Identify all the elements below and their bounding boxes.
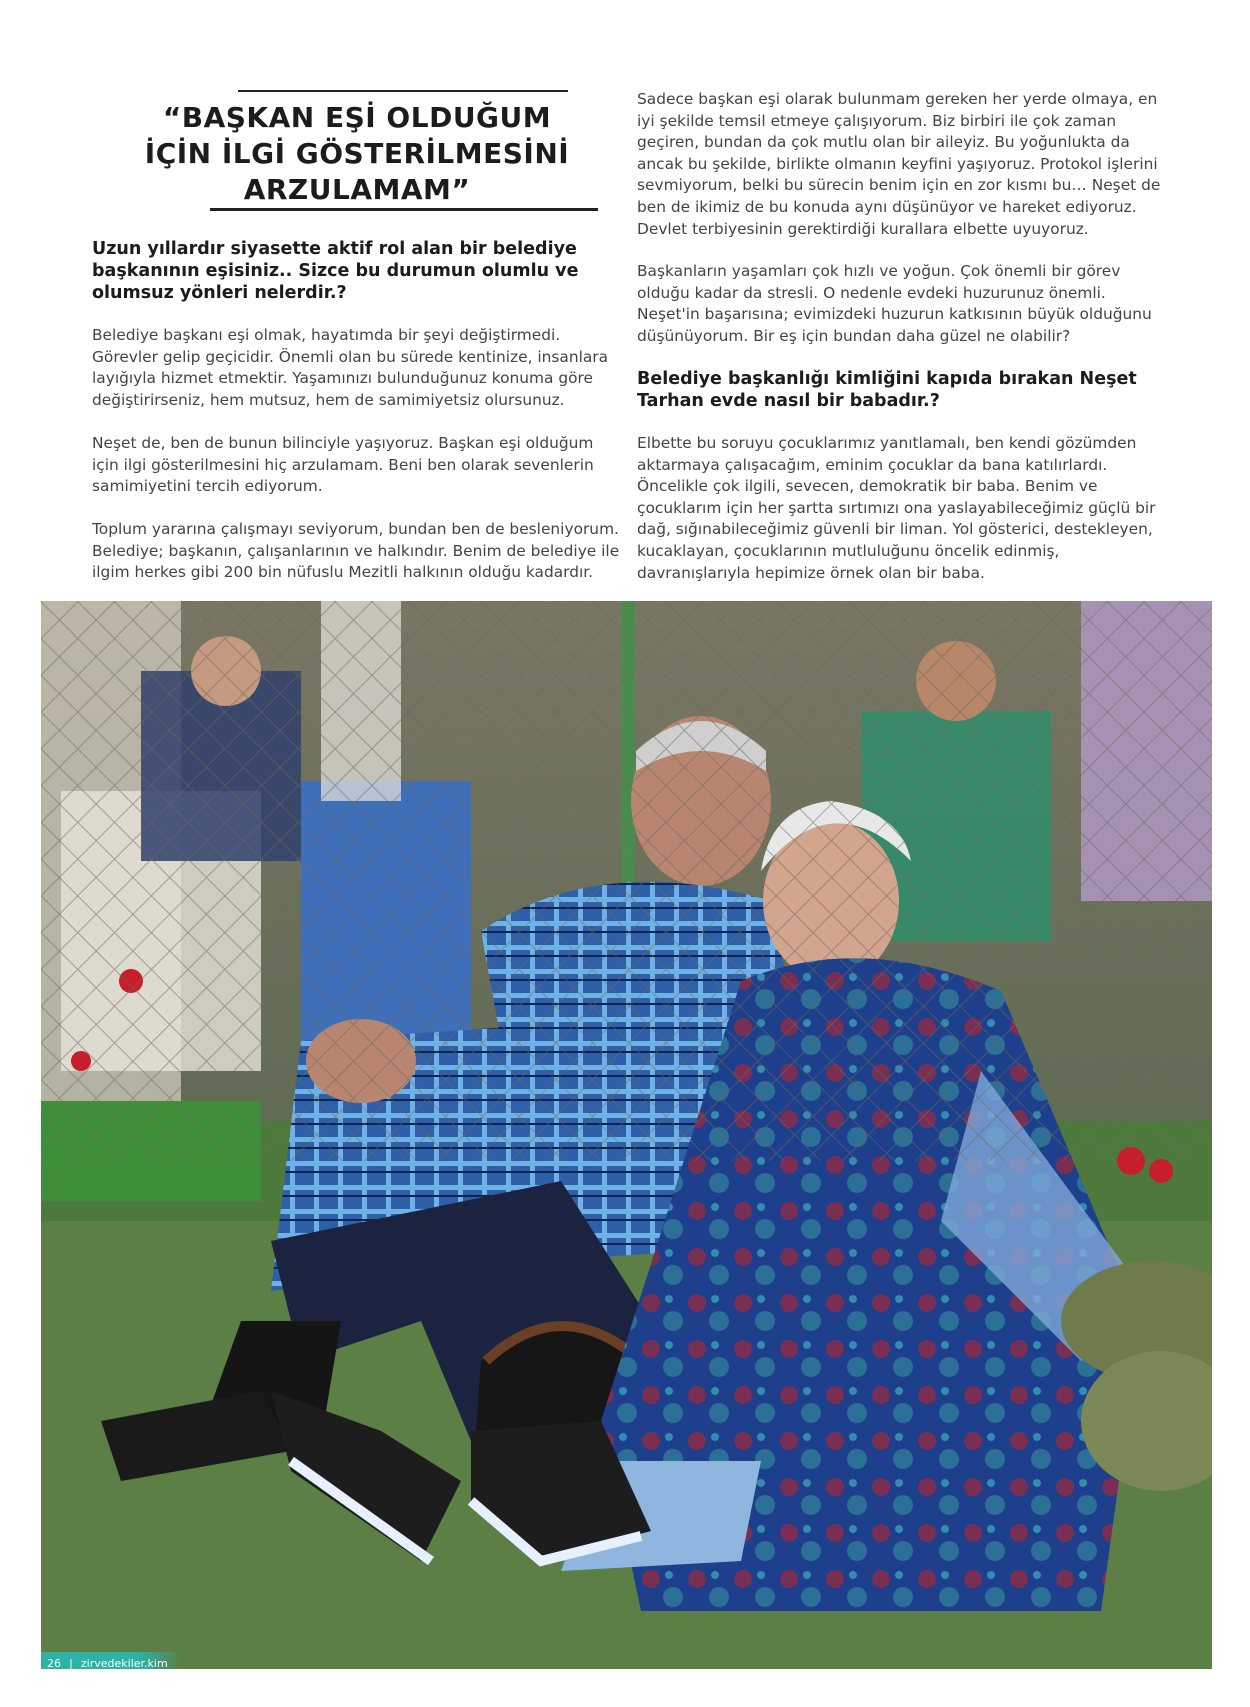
question-2-block	[637, 368, 1167, 412]
question-1: Uzun yıllardır siyasette aktif rol alan bir belediye başkanının eşisiniz.. Sizce bu durumun olumlu ve olumsuz yönleri nelerdir.?	[92, 239, 579, 303]
answer-1-paragraph-5	[637, 261, 1167, 347]
couple-photo-illustration	[41, 601, 1212, 1669]
couple-photo	[41, 601, 1212, 1669]
paragraph: Başkanların yaşamları çok hızlı ve yoğun. Çok önemli bir görev olduğu kadar da stresli. O nedenle evdeki huzurunuz önemli. Neşet'in başarısına; evimizdeki huzurun katkısının büyük olduğunu düşünüyorum. Bir eş için bundan daha güzel ne olabilir?	[637, 262, 1152, 345]
paragraph: Toplum yararına çalışmayı seviyorum, bundan ben de besleniyorum. Belediye; başkanın, çalışanlarının ve halkındır. Benim de belediye ile ilgim herkes gibi 200 bin nüfuslu Mezitli halkının olduğu kadardır.	[92, 520, 620, 582]
footer-site: zirvedekiler.kim	[80, 1657, 168, 1670]
headline-line-1: “BAŞKAN EŞİ OLDUĞUM	[162, 101, 552, 134]
article-headline	[122, 100, 592, 208]
paragraph: Neşet de, ben de bunun bilinciyle yaşıyoruz. Başkan eşi olduğum için ilgi gösterilmesini hiç arzulamam. Beni ben olarak sevenlerin samimiyetini tercih ediyorum.	[92, 434, 594, 496]
paragraph: Sadece başkan eşi olarak bulunmam gereken her yerde olmaya, en iyi şekilde temsil etmeye çalışıyorum. Biz birbiri ile çok zaman geçiren, bundan da çok mutlu olan bir aileyiz. Bu yoğunlukta da ancak bu şekilde, birlikte olmanın keyfini yaşıyoruz. Protokol işlerini sevmiyorum, belki bu sürecin benim için en zor kısmı bu… Neşet de ben de ikimiz de bu konuda aynı düşünüyor ve hareket ediyoruz. Devlet terbiyesinin gerektirdiği kurallara elbette uyuyoruz.	[637, 90, 1161, 238]
headline-line-3: ARZULAMAM”	[243, 173, 471, 206]
question-2: Belediye başkanlığı kimliğini kapıda bırakan Neşet Tarhan evde nasıl bir babadır.?	[637, 369, 1137, 411]
answer-2-paragraph	[637, 433, 1167, 584]
page-footer	[41, 1652, 181, 1669]
page-number: 26	[47, 1657, 61, 1670]
answer-1-paragraph-1	[92, 325, 622, 411]
headline-bottom-rule	[210, 208, 598, 211]
answer-1-paragraph-4	[637, 89, 1167, 240]
question-1-block	[92, 238, 622, 304]
headline-line-2: İÇİN İLGİ GÖSTERİLMESİNİ	[144, 137, 570, 170]
answer-1-paragraph-3	[92, 519, 622, 584]
paragraph: Elbette bu soruyu çocuklarımız yanıtlamalı, ben kendi gözümden aktarmaya çalışacağım, eminim çocuklar da bana katılırlardı. Öncelikle çok ilgili, sevecen, demokratik bir baba. Benim ve çocuklarım için her şartta sırtımızı ona yaslayabileceğimiz güçlü bir dağ, sığınabileceğimiz güvenli bir liman. Yol gösterici, destekleyen, kucaklayan, çocuklarının mutluluğunu öncelik edinmiş, davranışlarıyla hepimize örnek olan bir baba.	[637, 434, 1156, 582]
paragraph: Belediye başkanı eşi olmak, hayatımda bir şeyi değiştirmedi. Görevler gelip geçicidir. Önemli olan bu sürede kentinize, insanlara layığıyla hizmet etmektir. Yaşamınızı bulunduğunuz konuma göre değiştirirseniz, hem mutsuz, hem de samimiyetsiz olursunuz.	[92, 326, 609, 409]
answer-1-paragraph-2	[92, 433, 622, 498]
footer-separator: |	[69, 1657, 73, 1670]
headline-top-rule	[238, 90, 568, 92]
